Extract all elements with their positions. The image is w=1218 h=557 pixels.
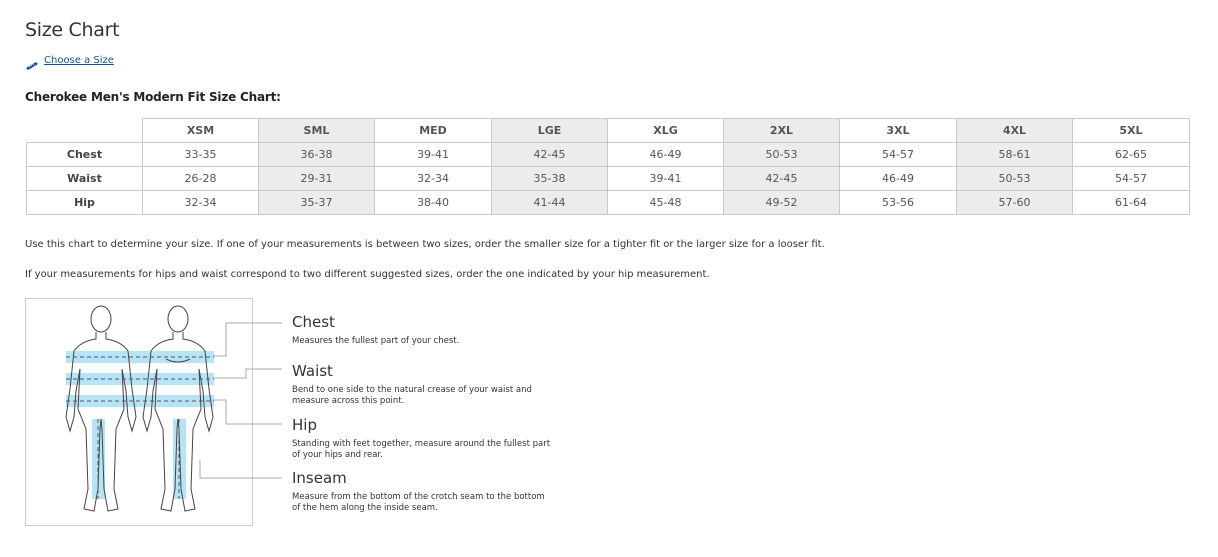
- size-cell: 58-61: [957, 143, 1073, 167]
- size-header: LGE: [492, 119, 608, 143]
- size-header: SML: [259, 119, 375, 143]
- chest-title: Chest: [292, 313, 335, 331]
- inseam-title: Inseam: [292, 469, 347, 487]
- size-cell: 57-60: [957, 191, 1073, 215]
- size-header: XLG: [608, 119, 724, 143]
- size-header: 2XL: [724, 119, 840, 143]
- row-label: Waist: [27, 167, 143, 191]
- hip-desc: Standing with feet together, measure around the fullest part of your hips and rear.: [292, 439, 551, 460]
- chest-desc: Measures the fullest part of your chest.: [292, 336, 460, 346]
- size-cell: 32-34: [143, 191, 259, 215]
- size-cell: 33-35: [143, 143, 259, 167]
- size-cell: 45-48: [608, 191, 724, 215]
- size-cell: 35-37: [259, 191, 375, 215]
- waist-desc: Bend to one side to the natural crease of your waist and measure across this point.: [292, 385, 532, 406]
- size-header: 4XL: [957, 119, 1073, 143]
- hip-waist-note: If your measurements for hips and waist correspond to two different suggested sizes, order the one indicated by your hip measurement.: [25, 269, 710, 280]
- size-chart-title: Cherokee Men's Modern Fit Size Chart:: [25, 90, 281, 104]
- size-cell: 36-38: [259, 143, 375, 167]
- size-cell: 54-57: [1073, 167, 1190, 191]
- size-cell: 39-41: [375, 143, 492, 167]
- size-header: XSM: [143, 119, 259, 143]
- inseam-desc: Measure from the bottom of the crotch seam to the bottom of the hem along the inside seam.: [292, 492, 545, 513]
- size-cell: 26-28: [143, 167, 259, 191]
- hip-title: Hip: [292, 416, 317, 434]
- size-cell: 46-49: [608, 143, 724, 167]
- size-cell: 42-45: [724, 167, 840, 191]
- size-header: MED: [375, 119, 492, 143]
- size-header: 5XL: [1073, 119, 1190, 143]
- size-cell: 42-45: [492, 143, 608, 167]
- size-cell: 50-53: [724, 143, 840, 167]
- size-cell: 38-40: [375, 191, 492, 215]
- size-cell: 46-49: [840, 167, 957, 191]
- size-cell: 35-38: [492, 167, 608, 191]
- size-cell: 54-57: [840, 143, 957, 167]
- size-cell: 41-44: [492, 191, 608, 215]
- size-cell: 49-52: [724, 191, 840, 215]
- size-cell: 39-41: [608, 167, 724, 191]
- page-title: Size Chart: [25, 19, 120, 41]
- size-cell: 32-34: [375, 167, 492, 191]
- choose-size-link[interactable]: Choose a Size: [44, 54, 114, 66]
- size-header: 3XL: [840, 119, 957, 143]
- leader-lines: [0, 0, 300, 557]
- size-cell: 50-53: [957, 167, 1073, 191]
- row-label: Hip: [27, 191, 143, 215]
- row-label: Chest: [27, 143, 143, 167]
- size-cell: 29-31: [259, 167, 375, 191]
- size-cell: 62-65: [1073, 143, 1190, 167]
- size-cell: 61-64: [1073, 191, 1190, 215]
- size-cell: 53-56: [840, 191, 957, 215]
- waist-title: Waist: [292, 362, 333, 380]
- fit-note: Use this chart to determine your size. If one of your measurements is between two sizes, order the smaller size for a tighter fit or the larger size for a looser fit.: [25, 239, 825, 250]
